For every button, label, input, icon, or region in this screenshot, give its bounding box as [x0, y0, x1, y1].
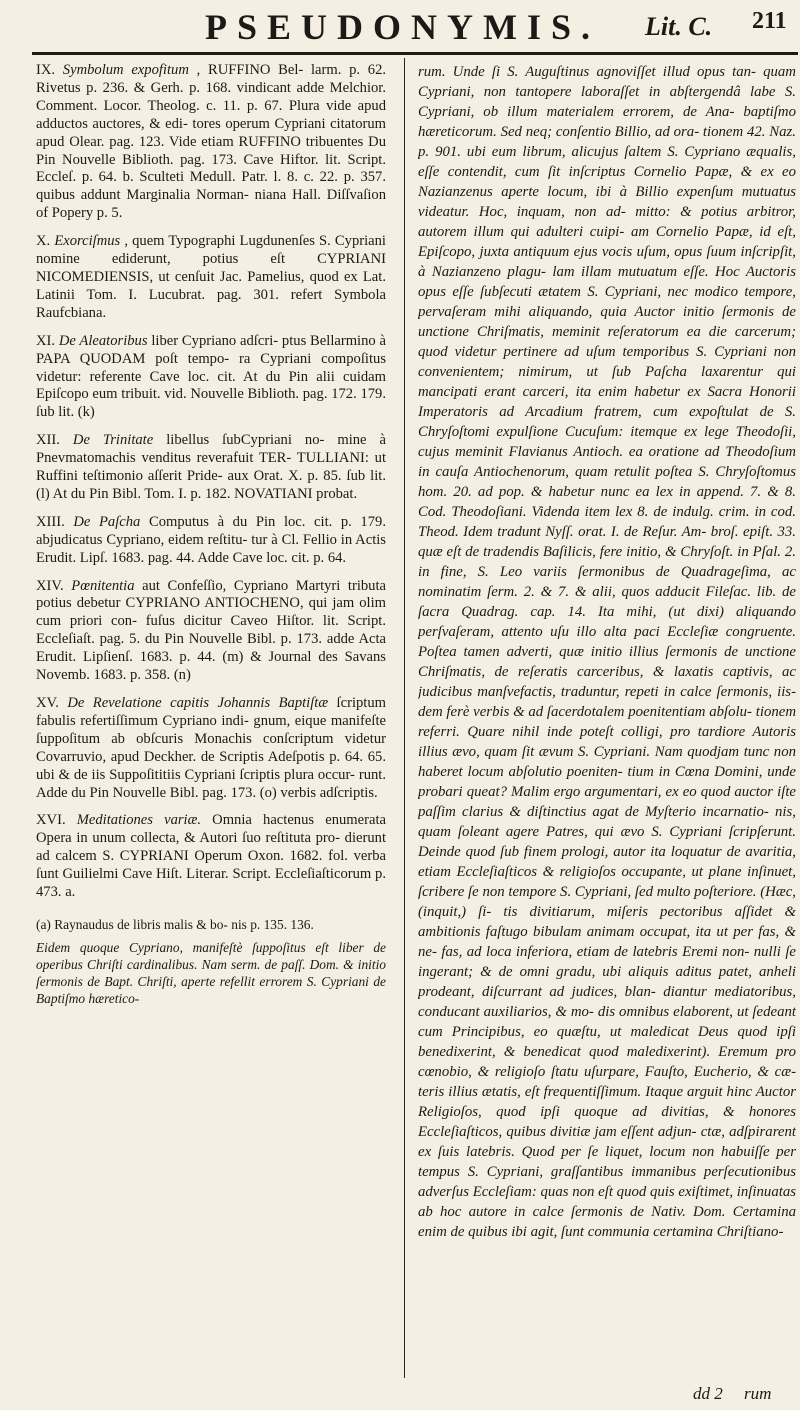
entry-text: Omnia hactenus enumerata Opera in unum collecta, & Autori ſuo reſtituta pro- dierunt ad calcem S. CYPRIANI Operum Oxon. 1682. fol. verba ſunt Guilielmi Cave Hiſt. Literar. Script. Eccleſiaſticorum p. 473. a.	[36, 812, 386, 901]
footnotes	[36, 916, 386, 1007]
entry-text: libellus ſubCypriani no- mine à Pnevmatomachis venditus reverafuit TER- TULLIANI: ut Ruffini teſtimonio aſſerit Pride- aux Orat. X. p. 85. ſub lit. (l) At du Pin Bibl. Tom. I. p. 182. NOVATIANI probat.	[36, 432, 386, 502]
column-divider	[404, 58, 405, 1378]
running-title: PSEUDONYMIS.	[205, 7, 601, 47]
entry-number: XV.	[36, 695, 59, 711]
entry-xv	[36, 695, 386, 802]
footnote-a: (a) Raynaudus de libris malis & bo- nis p. 135. 136.	[36, 916, 314, 932]
entry-number: XVI.	[36, 812, 66, 829]
entry-xiv	[36, 578, 386, 685]
left-column	[36, 62, 386, 1362]
entry-number: IX.	[36, 62, 56, 78]
entry-text: liber Cypriano adſcri- ptus Bellarmino à PAPA QUODAM poſt tempo- ra Cypriani compoſitus videtur: referente Cave loc. cit. At du Pin alii cuidam Epiſcopo eum tribuit. vid. Nouvelle Biblioth. pag. 172. 179. ſub lit. (k)	[36, 332, 386, 421]
footnote-continuation: Eidem quoque Cypriano, manifeſtè ſuppoſitus eſt liber de operibus Chriſti cardinalibus. Nam serm. de paſſ. Dom. & initio ſermonis de Bapt. Chriſti, aperte refellit errorem S. Cypriani de Baptiſmo hæretico-	[36, 939, 386, 1006]
entry-number: XII.	[36, 432, 60, 449]
catchword: rum	[744, 1384, 772, 1403]
entry-title: Exorciſmus	[54, 233, 121, 250]
entry-ix	[36, 62, 386, 223]
page-number: 211	[752, 8, 787, 34]
page-header	[0, 0, 800, 60]
entry-text: aut Confeſſio, Cypriano Martyri tributa potius debetur CYPRIANO ANTIOCHENO, qui jam olim cum priori con- fuſus dicitur Caveo Hiſtor. lit. Script. Eccleſiaſt. pag. 5. du Pin Nouvelle Bibl. p. 173. adde Acta Erudit. Lipſienſ. 1683. p. 44. (m) & Journal des Savans Novemb. 1683. p. 358. (n)	[36, 577, 386, 684]
entry-xi	[36, 333, 386, 423]
entry-number: XIV.	[36, 577, 64, 594]
signature-and-catchword	[693, 1384, 771, 1404]
right-column	[418, 62, 796, 1362]
entry-xii	[36, 432, 386, 504]
right-column-text: rum. Unde ſi S. Auguſtinus agnoviſſet illud opus tan- quam Cypriani, non tantopere laboraſſet in abſtergendâ labe S. Cypriani, ob illum materialem errorem, de Ana- baptiſmo hæreticorum. Sed neq; conſentio Billio, ad ora- tionem 42. Naz. p. 901. ubi eum librum, alicujus ſaltem S. Cypriano æqualis, eſſe contendit, cum ſit inſcriptus Cornelio Papæ, & ex eo Nazianzenus aperte locum, ibi à Billio expenſum mutuatus videatur. Hoc, inquam, non ad- mitto: & potius arbitror, autorem illum qui adulteri cuipi- am Cornelio Papæ, id eſt, Epiſcopo, juxta antiquum ejus vocis uſum, opus ſuum inſcripſit, à Nazianzeno plagu- lam illam mutuatum eſſe. Hoc Auctoris opus eſſe ſubſecuti ætatem S. Cypriani, nec modico tempore, pervaſeram mihi aliquando, quia Auctor initio ſermonis de unctione Chriſmatis, meminit reſeratorum ea die carcerum; quod videtur pertinere ad uſum temporibus S. Cypriani non convenientem; nimirum, ut ſub Paſcha laxarentur qui mancipati erant carceri, ita enim habetur ex Sacra Honorii Imperatoris ad Arcadium fratrem, cum expoſtulat de S. Chryſoſtomi expulſione Cucuſum: itemque ex lege Theodoſii, cujus meminit Flavianus Antioch. ea oratione ad Theodoſium in cauſa Antiochenorum, quam retulit poſtea S. Chryſoſtomus hom. 20. ad pop. & habetur nunc ea lex in append. 7. & 8. Cod. Theodoſiani. Videnda item lex 8. de indulg. crim. in cod. Theod. Idem tradunt Nyſſ. orat. I. de Reſur. Am- broſ. epiſt. 33. quæ eſt de tradendis Baſilicis, fere initio, & Chryſoſt. in Pſal. 2. in fine, S. Leo variis ſermonibus de Quadrageſima, ac nominatim ſerm. 2. & 7. & alii, quos adducit Fileſac. lib. de ſacra Quadrag. cap. 14. Ita mihi, (ut dixi) aliquando perſvaſeram, attento uſu illo alta paci Eccleſiæ congruente. Poſtea tamen adverti, quæ initio illius ſermonis de unctione Chriſmatis, de reſeratis carceribus, & laxatis captivis, ac judicibus manſvefactis, traduntur, repeti in calce ſermonis, iis- dem ferè verbis & ad ſacerdotalem poenitentiam abſolu- tionem referri. Quare nihil inde poteſt colligi, pro tardiore Autoris illius ævo, quam ſit ævum S. Cypriani. Nam quodjam tunc non haberet locum abſolutio poeniten- tium in Cœna Domini, unde probari queat? Malim ergo argumentari, ex eo quod auctor iſte paſſim clarius & diſtinctius agat de Myſterio incarnatio- nis, quam ſoleant agere Patres, qui ævo S. Cypriani ſcripſerunt. Deinde quod ſub finem prologi, autor ita loquatur de avaritia, etiam Eccleſiaſticos & religioſos occupante, ut plane inſinuet, ſcribere ſe non tempore S. Cypriani, ſed multo poſteriore. (Hæc, (inquit,) ſi- tis divitiarum, miſeris pectoribus aſſidet & ambitionis faſtugo bibulam animam occupat, ita ut per fas, & ne- fas, ad loca inferiora, etiam de latebris Eremi non- nulli ſe ingerant; & de omni gradu, ubi aliquis aditus patet, anheli prodeant, diſcurrant ad judices, blan- diantur mediatoribus, conducant auxiliarios, & mo- dis omnibus elaborent, ut ſedeant cum Principibus, eo quæſtu, ut maledicat Deus quod ipſi benedixerint, & benedicat quod maledixerint). Eremum pro cœnobio, & religioſo ſtatu uſurpare, Fauſto, Eucherio, & cæ- teris illius ætatis, eſt frequentiſſimum. Itaque arguit hinc Auctor Religioſos, quod ipſi quoque ad divitias, & honores Eccleſiaſticos, quibus divitiæ jam eſſent adjun- ctæ, adſpirarent ex ſuis latebris. Quod per ſe liquet, locum non habuiſſe per tempus S. Cypriani, graſſantibus immanibus perſecutionibus adverſus Eccleſiam: quas non eſt quod quis exiſtimet, inſinuatas ab hoc autore in calce ſermonis de Nativ. Dom. Certamina enim de quibus ibi agit, ſunt communia certamina Chriſtiano-	[418, 64, 796, 1240]
entry-number: XI.	[36, 332, 56, 349]
entry-text: Computus à du Pin loc. cit. p. 179. abjudicatus Cypriano, eidem reſtitu- tur à Cl. Fellio in Actis Erudit. Lipſ. 1683. pag. 44. Adde Cave loc. cit. p. 64.	[36, 513, 386, 566]
entry-number: XIII.	[36, 513, 65, 530]
entry-title: De Paſcha	[73, 513, 141, 530]
entry-number: X.	[36, 233, 51, 250]
entry-title: Meditationes variæ.	[76, 812, 201, 829]
entry-title: De Trinitate	[72, 432, 154, 449]
entry-xvi	[36, 812, 386, 902]
entry-text: ſcriptum fabulis refertiſſimum Cypriano indi- gnum, eique manifeſte ſuppoſitum ab obſcuris Monachis conſcriptum videtur Covarruvio, apud Deckher. de Scriptis Adeſpotis p. 64. 65. ubi & de iis Suppoſititiis Cypriani ſcriptis plura occur- runt. Adde du Pin Nouvelle Bibl. pag. 173. (o) verbis adſcriptis.	[36, 695, 386, 801]
entry-title: De Aleatoribus	[58, 332, 148, 349]
entry-x	[36, 233, 386, 323]
section-marker: Lit. C.	[645, 12, 713, 41]
entry-title: Pœnitentia	[71, 577, 135, 594]
entry-title: Symbolum expofitum	[62, 62, 189, 78]
header-rule	[32, 52, 798, 55]
entry-text: , quem Typographi Lugdunenſes S. Cypriani nomine ediderunt, potius eſt CYPRIANI NICOMEDIENSIS, ut cenſuit Jac. Pamelius, quod ex Lat. Latinii Tom. I. Lucubrat. pag. 301. refert Symbola Raufcbiana.	[36, 233, 386, 321]
entry-text: , RUFFINO Bel- larm. p. 62. Rivetus p. 236. & Gerh. p. 168. vindicant adde Melchior. Comment. Locor. Theolog. c. 11. p. 67. Plura vide apud adductos auctores, & edi- tores operum Cypriani citatorum apud Olear. pag. 123. Vide etiam RUFFINO tribuentes Du Pin Nouvelle Biblioth. pag. 173. Cave Hiftor. lit. Script. Eccleſ. p. 64. b. Sculteti Medull. Patr. l. 8. c. 22. p. 357. quibus addunt Marginalia Norman- niana Hall. Diſſvaſion of Popery p. 5.	[36, 62, 386, 222]
entry-title: De Revelatione capitis Johannis Baptiſtæ	[67, 695, 329, 711]
signature-mark: dd 2	[693, 1384, 723, 1403]
entry-xiii	[36, 514, 386, 568]
